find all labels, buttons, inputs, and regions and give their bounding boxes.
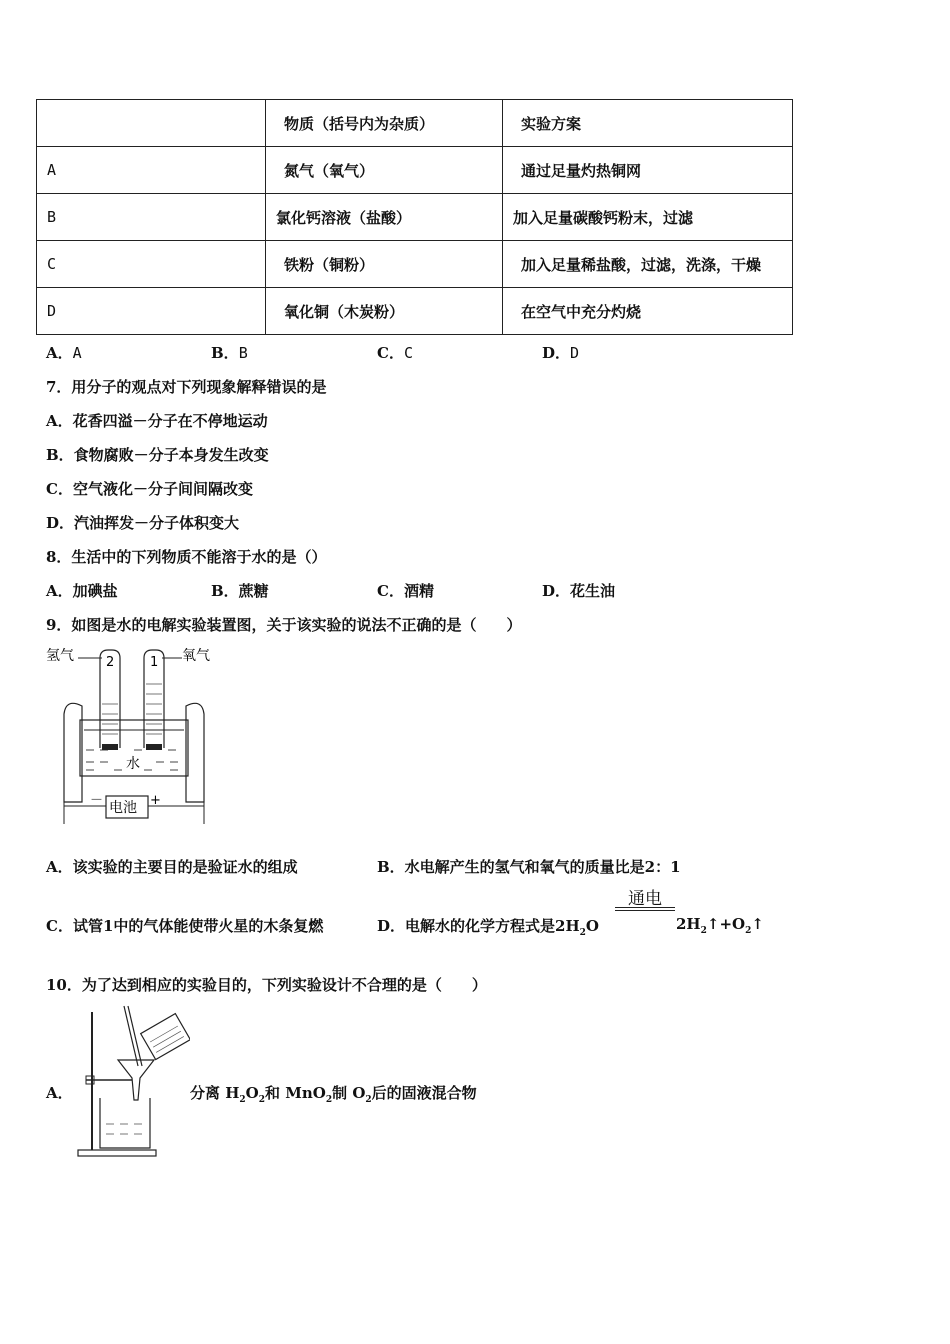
row-substance: 氮气（氧气） bbox=[266, 147, 503, 194]
q8-option-d[interactable]: D．花生油 bbox=[542, 582, 616, 600]
q8-option-a[interactable]: A．加碘盐 bbox=[46, 582, 118, 600]
oxygen-label: 氧气 bbox=[182, 648, 210, 664]
tube-1-label: 1 bbox=[150, 655, 159, 670]
q6-option-b[interactable]: B．B bbox=[211, 344, 248, 362]
row-label: A bbox=[37, 147, 266, 194]
battery-minus-label: － bbox=[90, 793, 104, 808]
battery-plus-label: + bbox=[150, 793, 161, 808]
q7-option-c[interactable]: C．空气液化－分子间间隔改变 bbox=[46, 480, 253, 498]
table-header-method: 实验方案 bbox=[503, 100, 793, 147]
table-header-blank bbox=[37, 100, 266, 147]
q9-option-c[interactable]: C．试管1中的气体能使带火星的木条复燃 bbox=[46, 917, 324, 935]
q6-option-a[interactable]: A．A bbox=[46, 344, 82, 362]
q9-option-b[interactable]: B．水电解产生的氢气和氧气的质量比是2：1 bbox=[377, 858, 681, 876]
q6-option-c[interactable]: C．C bbox=[377, 344, 413, 362]
q9-option-d-products: $2H_2↑+O_2↑$ bbox=[676, 915, 764, 936]
row-method: 在空气中充分灼烧 bbox=[503, 288, 793, 335]
table-header-row bbox=[37, 100, 793, 147]
q9-option-a[interactable]: A．该实验的主要目的是验证水的组成 bbox=[46, 858, 298, 876]
q8-stem: 8．生活中的下列物质不能溶于水的是（） bbox=[46, 548, 327, 566]
q10-option-a-label[interactable]: A． bbox=[46, 1084, 73, 1102]
reaction-arrow-line bbox=[615, 907, 675, 908]
row-method: 加入足量稀盐酸，过滤，洗涤，干燥 bbox=[503, 241, 793, 288]
reaction-arrow-line-2 bbox=[615, 910, 675, 911]
table-row bbox=[37, 241, 793, 288]
q9-option-d[interactable]: D．电解水的化学方程式是$2H_2O$ bbox=[377, 917, 599, 938]
table-row bbox=[37, 147, 793, 194]
impurity-table bbox=[36, 99, 793, 335]
q8-option-b[interactable]: B．蔗糖 bbox=[211, 582, 269, 600]
filtration-apparatus-figure bbox=[74, 1004, 190, 1160]
row-substance: 氯化钙溶液（盐酸） bbox=[266, 194, 503, 241]
water-label: 水 bbox=[126, 756, 140, 772]
table-row bbox=[37, 194, 793, 241]
electrolysis-apparatus-figure bbox=[44, 644, 224, 824]
hydrogen-label: 氢气 bbox=[46, 648, 74, 664]
q7-option-d[interactable]: D．汽油挥发－分子体积变大 bbox=[46, 514, 240, 532]
row-method: 通过足量灼热铜网 bbox=[503, 147, 793, 194]
q9-stem: 9．如图是水的电解实验装置图，关于该实验的说法不正确的是（ ） bbox=[46, 616, 522, 634]
row-method: 加入足量碳酸钙粉末，过滤 bbox=[503, 194, 793, 241]
q7-option-b[interactable]: B．食物腐败－分子本身发生改变 bbox=[46, 446, 269, 464]
row-label: B bbox=[37, 194, 266, 241]
row-substance: 铁粉（铜粉） bbox=[266, 241, 503, 288]
row-label: D bbox=[37, 288, 266, 335]
q10-stem: 10．为了达到相应的实验目的，下列实验设计不合理的是（ ） bbox=[46, 976, 487, 994]
q6-option-d[interactable]: D．D bbox=[542, 344, 580, 362]
reaction-condition: 通电 bbox=[628, 889, 662, 909]
tube-2-label: 2 bbox=[106, 655, 115, 670]
table-row bbox=[37, 288, 793, 335]
battery-label: 电池 bbox=[109, 800, 137, 816]
row-label: C bbox=[37, 241, 266, 288]
q10-option-a-text[interactable]: 分离 $H_2O_2$和 MnO$_2$制 $O_2$后的固液混合物 bbox=[190, 1084, 477, 1105]
row-substance: 氧化铜（木炭粉） bbox=[266, 288, 503, 335]
q7-stem: 7．用分子的观点对下列现象解释错误的是 bbox=[46, 378, 327, 396]
q7-option-a[interactable]: A．花香四溢－分子在不停地运动 bbox=[46, 412, 268, 430]
q8-option-c[interactable]: C．酒精 bbox=[377, 582, 434, 600]
table-header-substance: 物质（括号内为杂质） bbox=[266, 100, 503, 147]
